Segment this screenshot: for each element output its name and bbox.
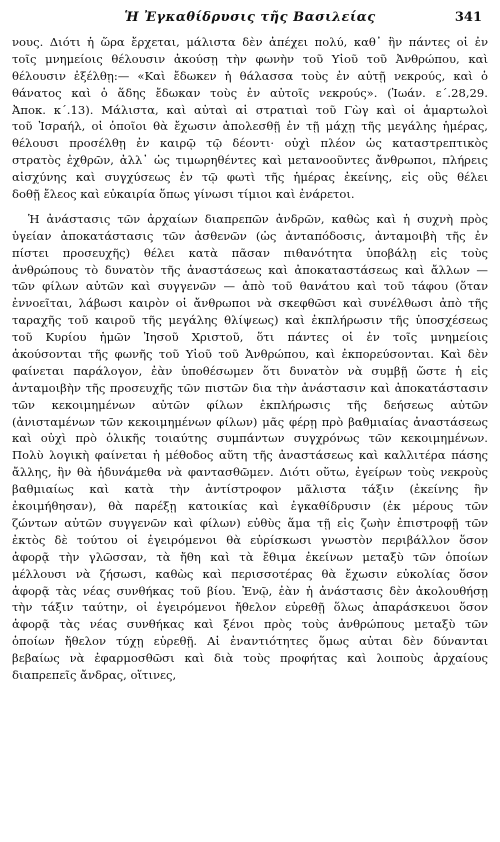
text-line: ταραχῆς τοῦ καιροῦ τῆς μεγάλης θλίψεως) καὶ ἐκπλήρωσιν τῆς ὑποσχέσεως <box>12 313 488 328</box>
text-line: ἀφορᾷ τὰς νέας συνθήκας καὶ ξένοι πρὸς τοὺς ἀνθρώπους μεταξὺ τῶν <box>12 617 488 632</box>
text-line: στρατὸς ἐχθρῶν, ἀλλ᾿ ὡς τιμωρηθέντες καὶ μετανοοῦντες ἄνθρωποι, πλήρεις <box>12 153 488 168</box>
text-line: ἄλλης, ἣν θὰ ἠδυνάμεθα νὰ φαντασθῶμεν. Διότι οὕτω, ἐγείρων τοὺς νεκροὺς <box>12 465 488 480</box>
text-line: καὶ οὐχὶ πρὸ ὁλικῆς τοιαύτης συμπάντων συγχρόνως τῶν κεκοιμημένων. <box>12 431 488 446</box>
text-line: Πολὺ λογικὴ φαίνεται ἡ μέθοδος αὕτη τῆς ἀναστάσεως καὶ καλλιτέρα πάσης <box>12 448 488 463</box>
text-line: μέλλουσι νὰ ζήσωσι, καθὼς καὶ περισσοτέρας θὰ ἔχωσιν εὐκολίας ὅσον <box>12 566 488 581</box>
text-line: νους. Διότι ἡ ὥρα ἔρχεται, μάλιστα δὲν ἀπέχει πολύ, καθ᾿ ἣν πάντες οἱ ἐν <box>12 35 488 49</box>
text-line: τοῖς μνημείοις θέλουσιν ἀκούσῃ τὴν φωνὴν τοῦ Υἱοῦ τοῦ Ἀνθρώπου, καὶ <box>12 51 488 66</box>
text-line: διαπρεπεῖς ἄνδρας, οἵτινες, <box>12 667 177 682</box>
paragraph <box>12 211 488 684</box>
text-line: τοῦ Κυρίου ἡμῶν Ἰησοῦ Χριστοῦ, ὅτι πάντες οἱ ἐν τοῖς μνημείοις <box>12 330 488 345</box>
text-line: θέλουσιν ἐξέλθῃ:— «Καὶ ἔδωκεν ἡ θάλασσα τοὺς ἐν αὐτῇ νεκρούς, καὶ ὁ <box>12 68 488 83</box>
text-line: πίστει προσευχῆς) θέλει κατὰ πᾶσαν πιθανότητα ὑποβάλῃ εἰς τοὺς <box>12 245 488 260</box>
text-line: ἐννοεῖται, λάβωσι καιρὸν οἱ ἄνθρωποι νὰ σκεφθῶσι καὶ συνέλθωσι ἀπὸ τῆς <box>12 296 488 311</box>
text-line: θέλουσι προσέλθῃ ἐν καιρῷ τῷ δέοντι· οὐχὶ πλέον ὡς καταστρεπτικὸς <box>12 136 488 151</box>
text-line: ἐκτὸς δὲ τούτου οἱ ἐγειρόμενοι θὰ εὑρίσκωσι γνωστὸν περιβάλλον ὅσον <box>12 532 488 547</box>
text-line: ἀνταμοιβὴν τῆς προσευχῆς τῶν πιστῶν δια τὴν ἀνάστασιν καὶ ἀποκατάστασιν <box>12 380 488 395</box>
text-line: ὁποίων ἤθελον τύχῃ εὑρεθῇ. Αἱ ἐναντιότητες ὅμως αὐται δὲν δύνανται <box>12 634 488 649</box>
text-line: θάνατος καὶ ὁ ἅδης ἔδωκαν τοὺς ἐν αὐτοῖς νεκρούς». (Ἰωάν. ε΄.28,29. <box>12 85 488 100</box>
text-line: αἰσχύνης καὶ συγχύσεως ἐν τῷ φωτὶ τῆς ἡμέρας ἐκείνης, εἰς οὓς θέλει <box>12 170 488 185</box>
text-line: ἀνθρώπους τὸ δυνατὸν τῆς ἀναστάσεως καὶ ἀποκαταστάσεως καὶ ἄλλων — <box>12 262 488 277</box>
text-line: (ἀνισταμένων τῶν κεκοιμημένων φίλων) μᾶς φέρῃ πρὸ βαθμιαίας ἀναστάσεως <box>12 414 488 429</box>
text-line: ὑγείαν ἀποκατάστασις τῶν ἀσθενῶν (ὡς ἀνταπόδοσις, ἀνταμοιβὴ τῆς ἐν <box>12 228 488 243</box>
text-line: ζώντων αὐτῶν συγγενῶν καὶ φίλων) εὐθὺς ἅμα τῇ εἰς ζωὴν ἐπιστροφῇ τῶν <box>12 515 488 530</box>
running-title: Ἡ Ἐγκαθίδρυσις τῆς Βασιλείας <box>124 10 376 25</box>
text-line: ἀφορᾷ τὴν γλῶσσαν, τὰ ἤθη καὶ τὰ ἔθιμα ἐκείνων μεταξὺ τῶν ὁποίων <box>12 549 488 564</box>
running-header <box>12 8 488 30</box>
text-line: δοθῇ ἔλεος καὶ εὐκαιρία ὅπως γίνωσι τίμιοι καὶ ἐνάρετοι. <box>12 187 355 202</box>
text-line: τῶν φίλων αὐτῶν καὶ συγγενῶν — ἀπὸ τοῦ θανάτου καὶ τοῦ τάφου (ὅταν <box>12 279 488 294</box>
text-line: ἀφορᾷ τὰς νέας συνθήκας τοῦ βίου. Ἐνῷ, ἐὰν ἡ ἀνάστασις δὲν ἀκολουθήσῃ <box>12 583 488 598</box>
text-line: τοῦ Ἰσραήλ, οἱ ὁποῖοι θὰ ἔχωσιν ἀπολεσθῇ ἐν τῇ μάχῃ τῆς μεγάλης ἡμέρας, <box>12 119 488 134</box>
text-line: Ἡ ἀνάστασις τῶν ἀρχαίων διαπρεπῶν ἀνδρῶν, καθὼς καὶ ἡ συχνὴ πρὸς <box>28 211 488 226</box>
text-line: ἀκούσονται τῆς φωνῆς τοῦ Υἱοῦ τοῦ Ἀνθρώπου, καὶ ἐκπορεύσονται. Καὶ δὲν <box>12 347 488 362</box>
text-line: φαίνεται παράλογον, ἐὰν ὑποθέσωμεν ὅτι δυνατὸν νὰ συμβῇ ὥστε ἡ εἰς <box>12 363 488 378</box>
text-line: Ἀποκ. κ΄.13). Μάλιστα, καὶ αὐταὶ αἱ στρατιαὶ τοῦ Γὼγ καὶ οἱ ἁμαρτωλοὶ <box>12 102 488 117</box>
paragraph <box>12 34 488 203</box>
text-line: βεβαίως νὰ ἐφαρμοσθῶσι καὶ διὰ τοὺς προφήτας καὶ λοιποὺς ἀρχαίους <box>12 651 488 666</box>
page-number: 341 <box>454 10 482 25</box>
text-line: τὴν τάξιν ταύτην, οἱ ἐγειρόμενοι ἤθελον εὑρεθῇ ὅλως ἀπαράσκευοι ὅσον <box>12 600 488 615</box>
text-line: ἐκοιμήθησαν), θὰ παρέξῃ κατοικίας καὶ ἐγκαθίδρυσιν (ἐκ μέρους τῶν <box>12 499 488 514</box>
text-line: τῶν κεκοιμημένων αὐτῶν φίλων ἐκπλήρωσις τῆς δεήσεως αὐτῶν <box>12 397 488 412</box>
text-line: βαθμιαίως καὶ κατὰ τὴν ἀντίστροφον μᾶλιστα τάξιν (ἐκείνης ἣν <box>12 482 488 497</box>
